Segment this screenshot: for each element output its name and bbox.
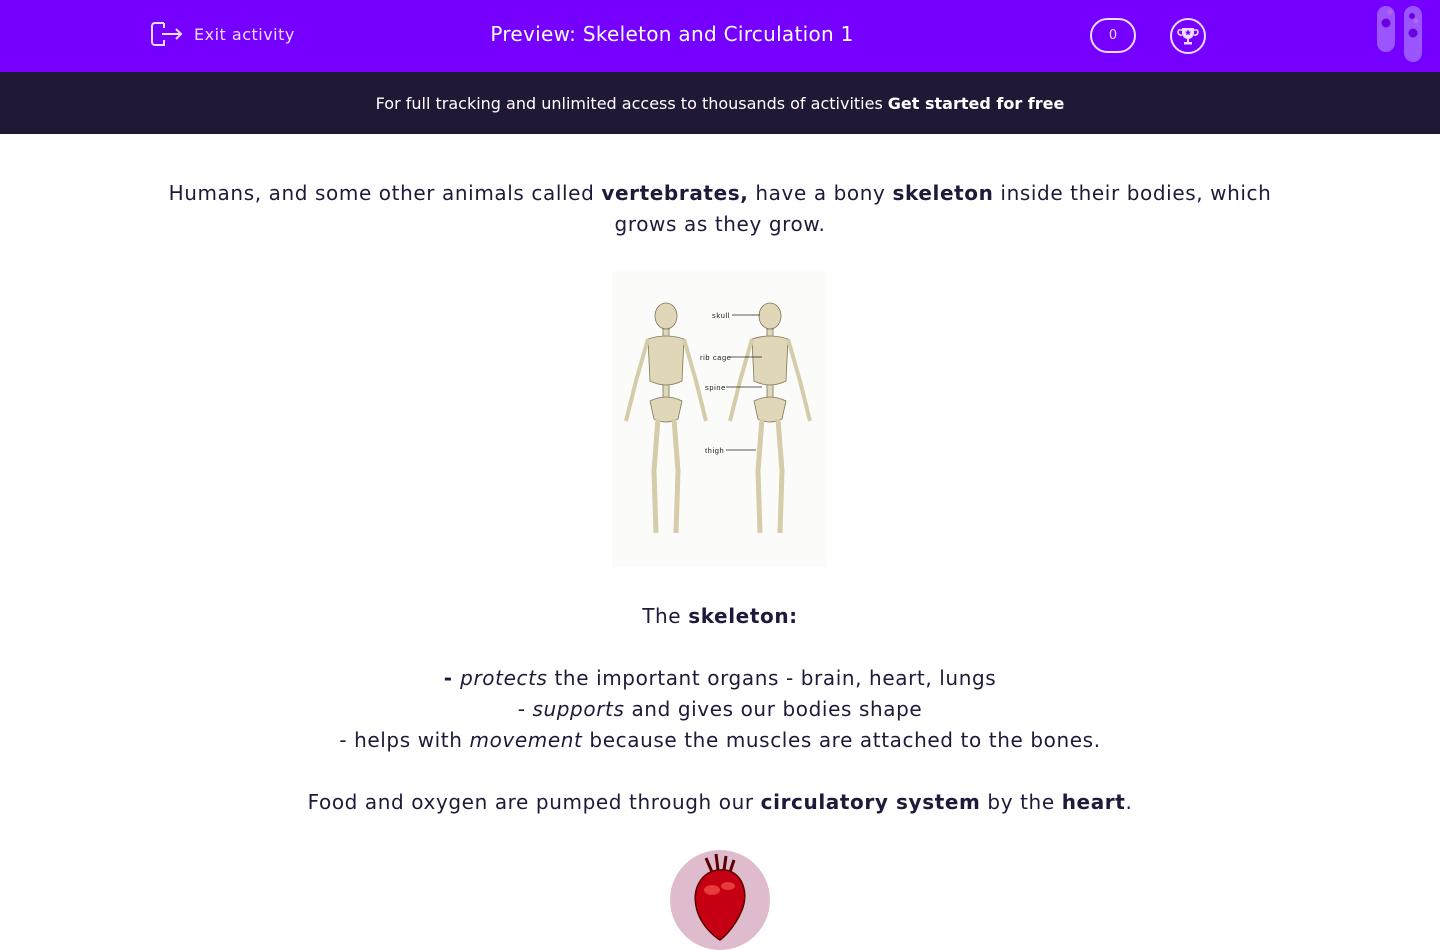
keyword-vertebrates: vertebrates, xyxy=(601,181,749,205)
list-item xyxy=(0,694,1440,725)
top-bar xyxy=(0,0,1440,72)
text: inside their bodies, which grows as they grow. xyxy=(614,181,1272,236)
skeleton-heading xyxy=(0,601,1440,632)
text: Humans, and some other animals called xyxy=(168,181,602,205)
keyword-skeleton: skeleton xyxy=(892,181,994,205)
skeleton-diagram-image xyxy=(612,271,826,567)
test-tubes-logo xyxy=(1376,6,1426,64)
keyword-circulatory-system: circulatory system xyxy=(760,790,981,814)
text: have a bony xyxy=(748,181,893,205)
banner-text: For full tracking and unlimited access to thousands of activities xyxy=(375,93,883,113)
circulation-paragraph xyxy=(0,787,1440,818)
keyword-movement: movement xyxy=(469,728,583,752)
label-thigh: thigh xyxy=(705,446,725,455)
text: Food and oxygen are pumped through our xyxy=(307,790,761,814)
keyword-skeleton: skeleton: xyxy=(688,604,798,628)
text: . xyxy=(1125,790,1133,814)
exit-label: Exit activity xyxy=(194,24,295,44)
intro-paragraph xyxy=(160,178,1280,240)
keyword-protects: protects xyxy=(460,666,548,690)
list-item xyxy=(0,663,1440,694)
dash: - xyxy=(517,697,533,721)
text: and gives our bodies shape xyxy=(624,697,923,721)
trophy-icon xyxy=(1177,25,1199,47)
heart-icon xyxy=(670,850,770,950)
signup-banner xyxy=(0,72,1440,134)
keyword-supports: supports xyxy=(532,697,625,721)
score-badge: 0 xyxy=(1090,18,1136,53)
text: because the muscles are attached to the bones. xyxy=(582,728,1101,752)
trophy-button[interactable] xyxy=(1170,18,1206,54)
keyword-heart: heart xyxy=(1061,790,1126,814)
text: by the xyxy=(980,790,1062,814)
text: The xyxy=(642,604,689,628)
skeleton-functions-list xyxy=(0,663,1440,756)
label-skull: skull xyxy=(712,311,731,320)
text: the important organs - brain, heart, lungs xyxy=(547,666,997,690)
text: - helps with xyxy=(339,728,470,752)
page-title: Preview: Skeleton and Circulation 1 xyxy=(490,22,854,46)
heart-image xyxy=(670,850,770,950)
dash: - xyxy=(443,666,461,690)
label-spine: spine xyxy=(705,383,726,392)
list-item xyxy=(0,725,1440,756)
get-started-link[interactable]: Get started for free xyxy=(887,93,1065,113)
label-rib-cage: rib cage xyxy=(700,353,732,362)
